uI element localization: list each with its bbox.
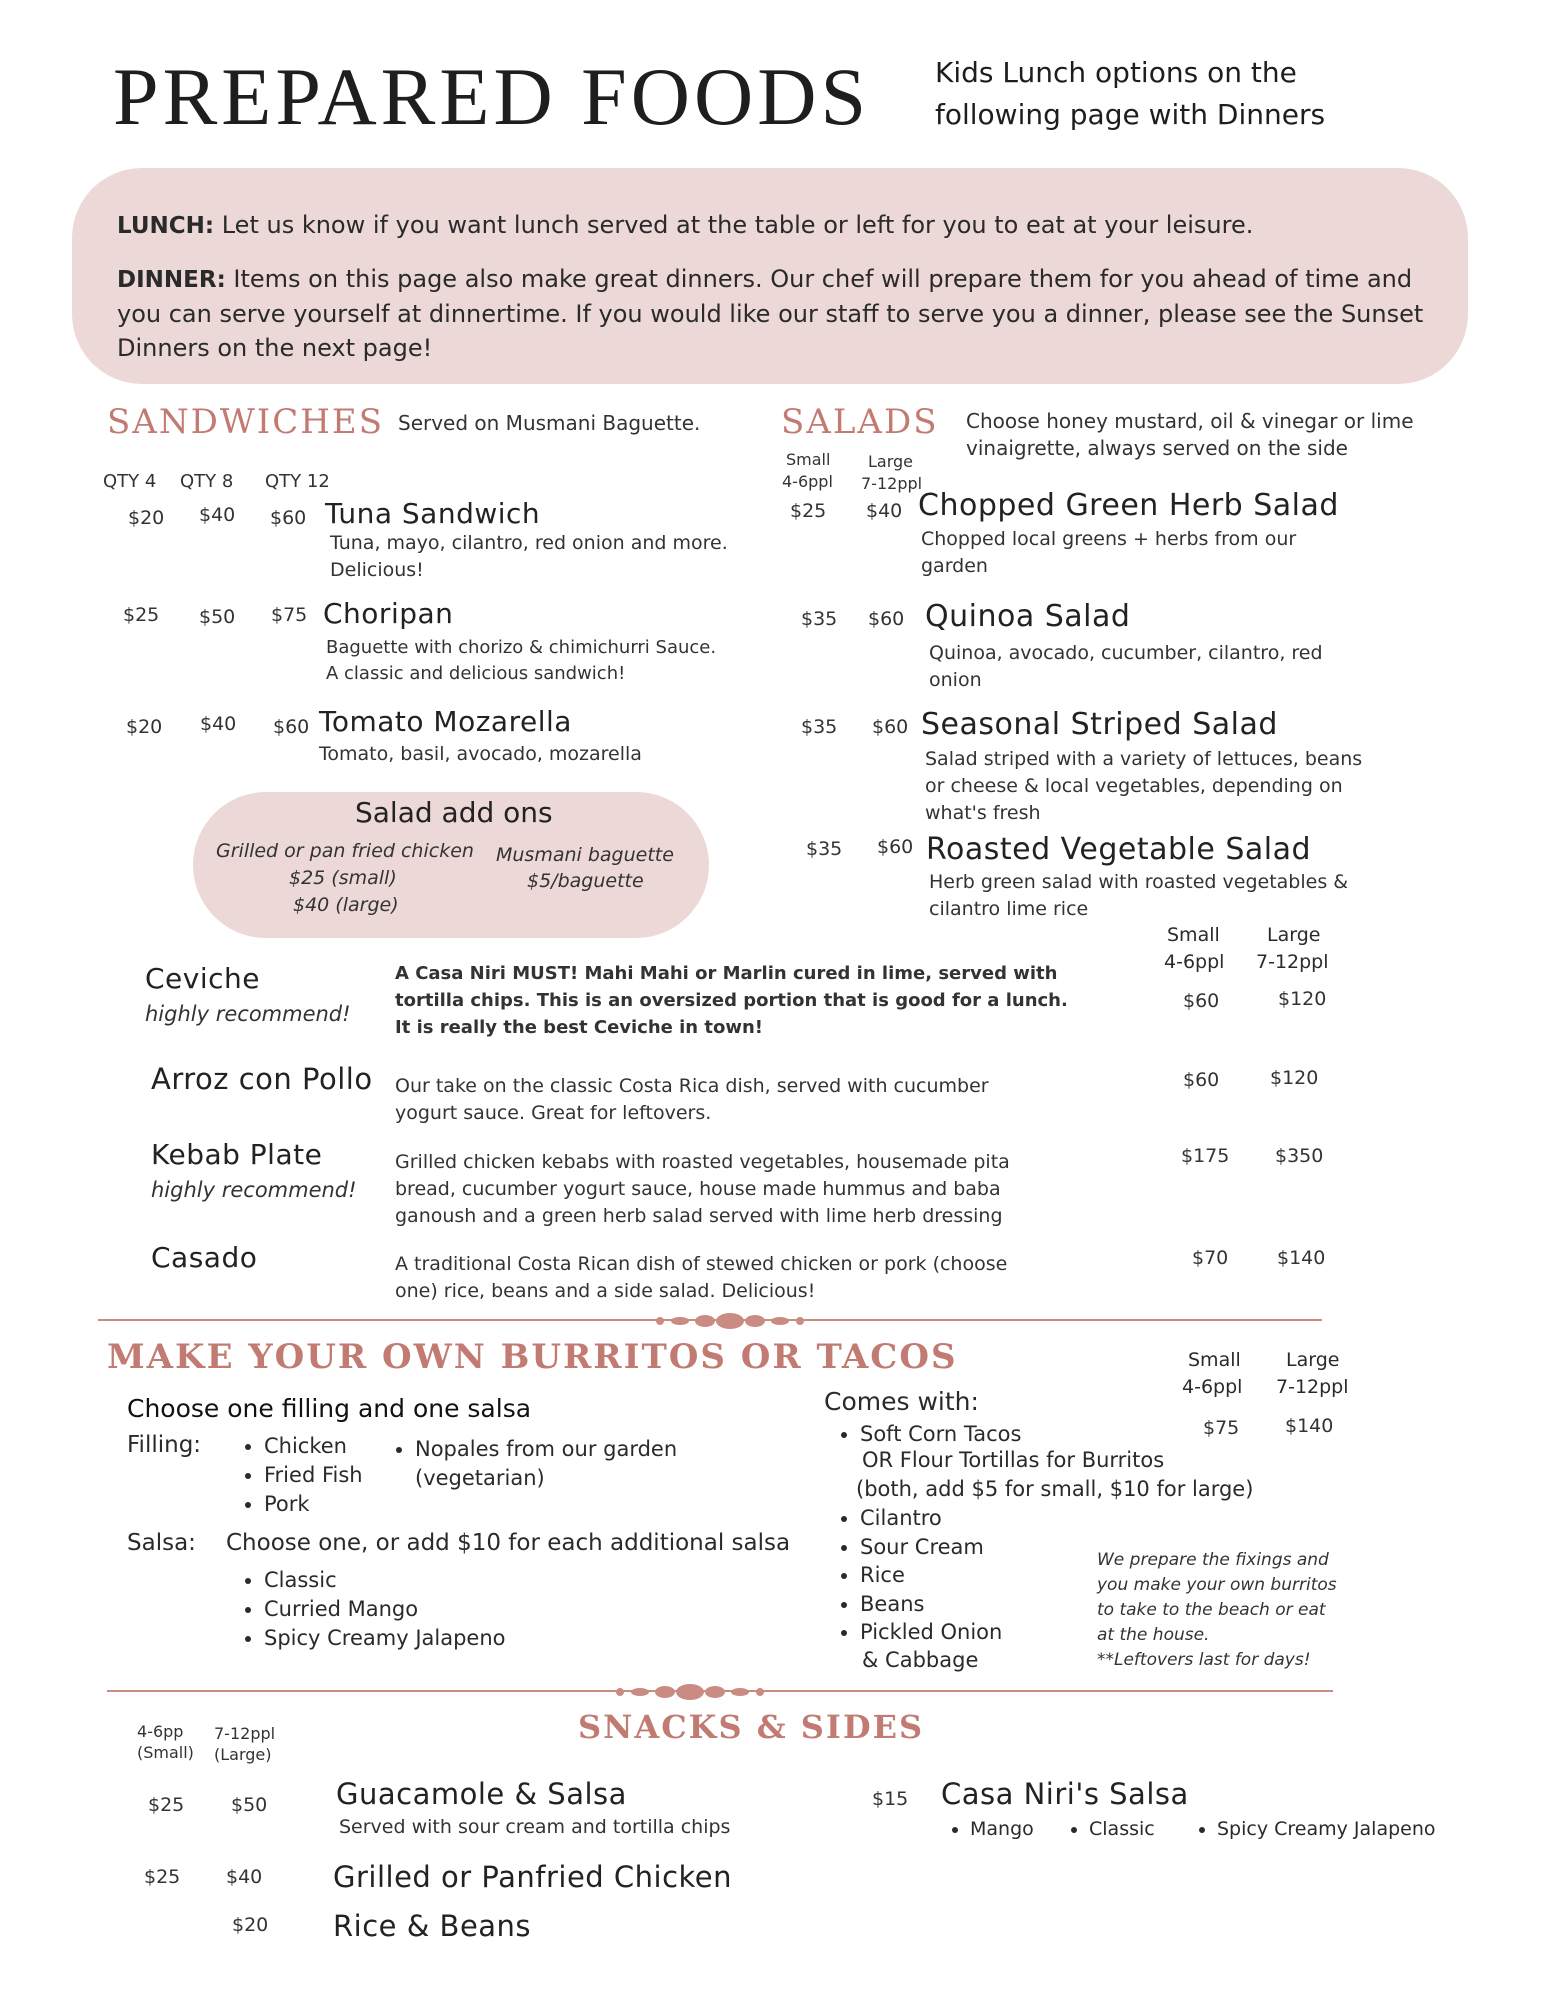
ceviche-desc-2: tortilla chips. This is an oversized portion that is good for a lunch. — [395, 990, 1068, 1011]
lunch-text: Let us know if you want lunch served at the table or left for you to eat at your leisure. — [214, 211, 1254, 239]
comes-with-both: (both, add $5 for small, $10 for large) — [856, 1477, 1254, 1501]
quinoa-desc-1: Quinoa, avocado, cucumber, cilantro, red — [929, 642, 1323, 664]
addon-baguette-price: $5/baguette — [527, 870, 644, 892]
quinoa-price-large: $60 — [868, 608, 905, 630]
chopped-salad-name: Chopped Green Herb Salad — [918, 488, 1339, 523]
choripan-price-12: $75 — [271, 604, 308, 626]
roasted-salad-name: Roasted Vegetable Salad — [926, 832, 1312, 867]
kids-note-line1: Kids Lunch options on the — [935, 56, 1297, 89]
tuna-price-12: $60 — [270, 507, 307, 529]
ornament-divider-icon — [600, 1681, 780, 1703]
lunch-label: LUNCH: — [117, 213, 215, 239]
arroz-price-small: $60 — [1183, 1069, 1220, 1091]
tuna-price-8: $40 — [199, 504, 236, 526]
comes-with-cabbage: & Cabbage — [862, 1648, 979, 1672]
tomato-desc-1: Tomato, basil, avocado, mozarella — [319, 743, 642, 765]
addon-chicken-small: $25 (small) — [289, 867, 397, 889]
kebab-price-small: $175 — [1181, 1145, 1230, 1167]
burritos-note-line: **Leftovers last for days! — [1097, 1650, 1311, 1670]
kebab-name: Kebab Plate — [151, 1138, 323, 1171]
striped-price-large: $60 — [872, 716, 909, 738]
ceviche-desc-1: A Casa Niri MUST! Mahi Mahi or Marlin cured in lime, served with — [395, 963, 1058, 984]
mains-small-ppl: 4-6ppl — [1164, 951, 1225, 973]
striped-desc-2: or cheese & local vegetables, depending on — [925, 775, 1343, 797]
choripan-name: Choripan — [323, 597, 454, 630]
striped-price-small: $35 — [801, 716, 838, 738]
tomato-mozarella-name: Tomato Mozarella — [319, 705, 572, 738]
qty-header-8: QTY 8 — [180, 471, 234, 492]
addon-baguette: Musmani baguette — [496, 844, 674, 866]
kebab-desc-2: bread, cucumber yogurt sauce, house made hummus and baba — [395, 1178, 1001, 1200]
roasted-price-large: $60 — [877, 836, 914, 858]
snacks-large-label: (Large) — [214, 1745, 272, 1764]
chopped-price-small: $25 — [790, 500, 827, 522]
comes-with-list — [836, 1504, 1002, 1647]
filling-item: • Pork — [264, 1490, 363, 1519]
tuna-price-4: $20 — [128, 507, 165, 529]
kebab-desc-3: ganoush and a green herb salad served with lime herb dressing — [395, 1205, 1003, 1227]
rice-beans-price: $20 — [232, 1914, 269, 1936]
kebab-desc-1: Grilled chicken kebabs with roasted vegetables, housemade pita — [395, 1151, 1010, 1173]
snacks-small-label: (Small) — [137, 1743, 194, 1762]
quinoa-price-small: $35 — [801, 608, 838, 630]
filling-list-b — [391, 1435, 677, 1493]
chicken-side-name: Grilled or Panfried Chicken — [333, 1860, 733, 1894]
chopped-desc-1: Chopped local greens + herbs from our — [921, 528, 1297, 550]
comes-with-item: • Beans — [860, 1590, 1002, 1619]
ornament-divider-icon — [640, 1310, 820, 1332]
snacks-heading: SNACKS & SIDES — [578, 1708, 925, 1746]
salads-large-header: Large — [868, 452, 914, 471]
ceviche-desc-3: It is really the best Ceviche in town! — [395, 1017, 764, 1038]
rice-beans-name: Rice & Beans — [333, 1909, 532, 1943]
salsa-list — [240, 1566, 506, 1653]
dinner-text: Items on this page also make great dinners. Our chef will prepare them for you ahead of time and you can serve yourself at dinnertime. If you would like our staff to serve you a dinner, please see the Sunset Dinners on the next page! — [117, 265, 1424, 362]
chopped-desc-2: garden — [921, 555, 988, 577]
salsa-label: Salsa: — [127, 1530, 196, 1556]
comes-with-item: • Rice — [860, 1561, 1002, 1590]
casa-niri-salsa-name: Casa Niri's Salsa — [941, 1777, 1189, 1811]
roasted-price-small: $35 — [806, 838, 843, 860]
salsa-item: • Classic — [264, 1566, 506, 1595]
casado-price-large: $140 — [1277, 1247, 1326, 1269]
salads-note-1: Choose honey mustard, oil & vinegar or lime — [966, 409, 1414, 433]
salsa-option: • Mango — [970, 1816, 1034, 1842]
burritos-price-large: $140 — [1285, 1415, 1334, 1437]
burritos-choose: Choose one filling and one salsa — [127, 1394, 532, 1423]
ceviche-price-small: $60 — [1183, 990, 1220, 1012]
salsa-item: • Spicy Creamy Jalapeno — [264, 1624, 506, 1653]
kebab-recommend: highly recommend! — [151, 1178, 357, 1202]
choripan-desc-2: A classic and delicious sandwich! — [326, 663, 626, 684]
guac-price-large: $50 — [231, 1794, 268, 1816]
casado-price-small: $70 — [1192, 1247, 1229, 1269]
tomato-price-4: $20 — [126, 716, 163, 738]
page-title: PREPARED FOODS — [113, 51, 871, 142]
sandwiches-note: Served on Musmani Baguette. — [398, 411, 701, 435]
burritos-note-line: at the house. — [1097, 1625, 1210, 1645]
qty-header-4: QTY 4 — [103, 471, 157, 492]
qty-header-12: QTY 12 — [265, 471, 330, 492]
guac-price-small: $25 — [148, 1794, 185, 1816]
salsa-note: Choose one, or add $10 for each additional salsa — [226, 1530, 791, 1556]
comes-with-tacos — [836, 1420, 1021, 1448]
chicken-price-small: $25 — [144, 1866, 181, 1888]
filling-list-a — [240, 1432, 363, 1519]
kids-note-line2: following page with Dinners — [935, 98, 1326, 131]
mains-large-ppl: 7-12ppl — [1256, 951, 1329, 973]
striped-desc-3: what's fresh — [925, 802, 1041, 824]
quinoa-desc-2: onion — [929, 669, 982, 691]
tuna-desc-2: Delicious! — [330, 559, 424, 581]
sandwiches-heading: SANDWICHES — [107, 402, 385, 442]
tomato-price-12: $60 — [273, 716, 310, 738]
striped-salad-name: Seasonal Striped Salad — [921, 707, 1278, 742]
filling-label: Filling: — [127, 1432, 202, 1458]
salsa-option-classic — [1065, 1816, 1155, 1842]
mains-small-header: Small — [1167, 924, 1220, 946]
filling-item — [415, 1435, 677, 1493]
salads-small-header: Small — [786, 450, 831, 469]
filling-item: • Chicken — [264, 1432, 363, 1461]
choripan-price-4: $25 — [123, 604, 160, 626]
guacamole-desc: Served with sour cream and tortilla chips — [339, 1816, 731, 1838]
casado-name: Casado — [151, 1241, 258, 1274]
quinoa-salad-name: Quinoa Salad — [925, 599, 1131, 634]
comes-with-or: OR Flour Tortillas for Burritos — [862, 1448, 1165, 1472]
tomato-price-8: $40 — [200, 713, 237, 735]
ceviche-recommend: highly recommend! — [145, 1002, 351, 1026]
burritos-large-header: Large — [1286, 1349, 1340, 1371]
choripan-price-8: $50 — [199, 606, 236, 628]
burritos-price-small: $75 — [1203, 1417, 1240, 1439]
chopped-price-large: $40 — [866, 500, 903, 522]
burritos-small-header: Small — [1188, 1349, 1241, 1371]
burritos-note-line: We prepare the fixings and — [1097, 1550, 1329, 1570]
kebab-price-large: $350 — [1275, 1145, 1324, 1167]
salads-heading: SALADS — [781, 402, 939, 442]
comes-with-item: • Cilantro — [860, 1504, 1002, 1533]
burritos-note-line: to take to the beach or eat — [1097, 1600, 1326, 1620]
kids-note — [935, 52, 1435, 136]
salsa-option-mango — [946, 1816, 1034, 1842]
guacamole-name: Guacamole & Salsa — [336, 1777, 627, 1811]
filling-item-nopales: Nopales from our garden — [415, 1437, 678, 1461]
salads-small-ppl: 4-6ppl — [782, 472, 833, 491]
roasted-desc-2: cilantro lime rice — [929, 898, 1089, 920]
salsa-option: • Classic — [1089, 1816, 1155, 1842]
comes-with-item: • Sour Cream — [860, 1533, 1002, 1562]
addon-chicken-large: $40 (large) — [293, 894, 399, 916]
comes-with-label: Comes with: — [824, 1387, 979, 1416]
dinner-info — [117, 262, 1447, 365]
salsa-item: • Curried Mango — [264, 1595, 506, 1624]
salsa-side-price: $15 — [872, 1788, 909, 1810]
roasted-desc-1: Herb green salad with roasted vegetables & — [929, 871, 1349, 893]
ceviche-name: Ceviche — [145, 962, 260, 995]
snacks-large-header: 7-12ppl — [214, 1724, 276, 1743]
chicken-price-large: $40 — [226, 1866, 263, 1888]
casado-desc-2: one) rice, beans and a side salad. Delicious! — [395, 1280, 816, 1302]
arroz-desc-1: Our take on the classic Costa Rica dish, served with cucumber — [395, 1075, 989, 1097]
salads-large-ppl: 7-12ppl — [861, 474, 923, 493]
arroz-desc-2: yogurt sauce. Great for leftovers. — [395, 1102, 712, 1124]
filling-item: • Fried Fish — [264, 1461, 363, 1490]
striped-desc-1: Salad striped with a variety of lettuces, beans — [925, 748, 1363, 770]
addon-chicken: Grilled or pan fried chicken — [216, 840, 474, 862]
arroz-price-large: $120 — [1270, 1067, 1319, 1089]
salad-addons-title: Salad add ons — [355, 796, 553, 829]
lunch-info — [117, 208, 1437, 243]
snacks-small-header: 4-6pp — [137, 1722, 184, 1741]
burritos-heading: MAKE YOUR OWN BURRITOS OR TACOS — [107, 1337, 958, 1377]
filling-item-vegetarian: (vegetarian) — [415, 1466, 545, 1490]
comes-with-item: • Pickled Onion — [860, 1618, 1002, 1647]
salsa-option-jalapeno — [1193, 1816, 1436, 1842]
burritos-small-ppl: 4-6ppl — [1182, 1376, 1243, 1398]
tuna-sandwich-name: Tuna Sandwich — [325, 497, 541, 530]
tuna-desc-1: Tuna, mayo, cilantro, red onion and more. — [330, 532, 728, 554]
dinner-label: DINNER: — [117, 267, 226, 293]
burritos-note-line: you make your own burritos — [1097, 1575, 1337, 1595]
choripan-desc-1: Baguette with chorizo & chimichurri Sauce. — [326, 637, 717, 658]
salsa-option: • Spicy Creamy Jalapeno — [1217, 1816, 1436, 1842]
salads-note-2: vinaigrette, always served on the side — [966, 436, 1348, 460]
mains-large-header: Large — [1267, 924, 1321, 946]
burritos-note — [1097, 1548, 1337, 1673]
arroz-name: Arroz con Pollo — [151, 1062, 373, 1096]
burritos-large-ppl: 7-12ppl — [1276, 1376, 1349, 1398]
comes-with-item: • Soft Corn Tacos — [860, 1420, 1021, 1448]
ceviche-price-large: $120 — [1278, 988, 1327, 1010]
casado-desc-1: A traditional Costa Rican dish of stewed chicken or pork (choose — [395, 1253, 1008, 1275]
